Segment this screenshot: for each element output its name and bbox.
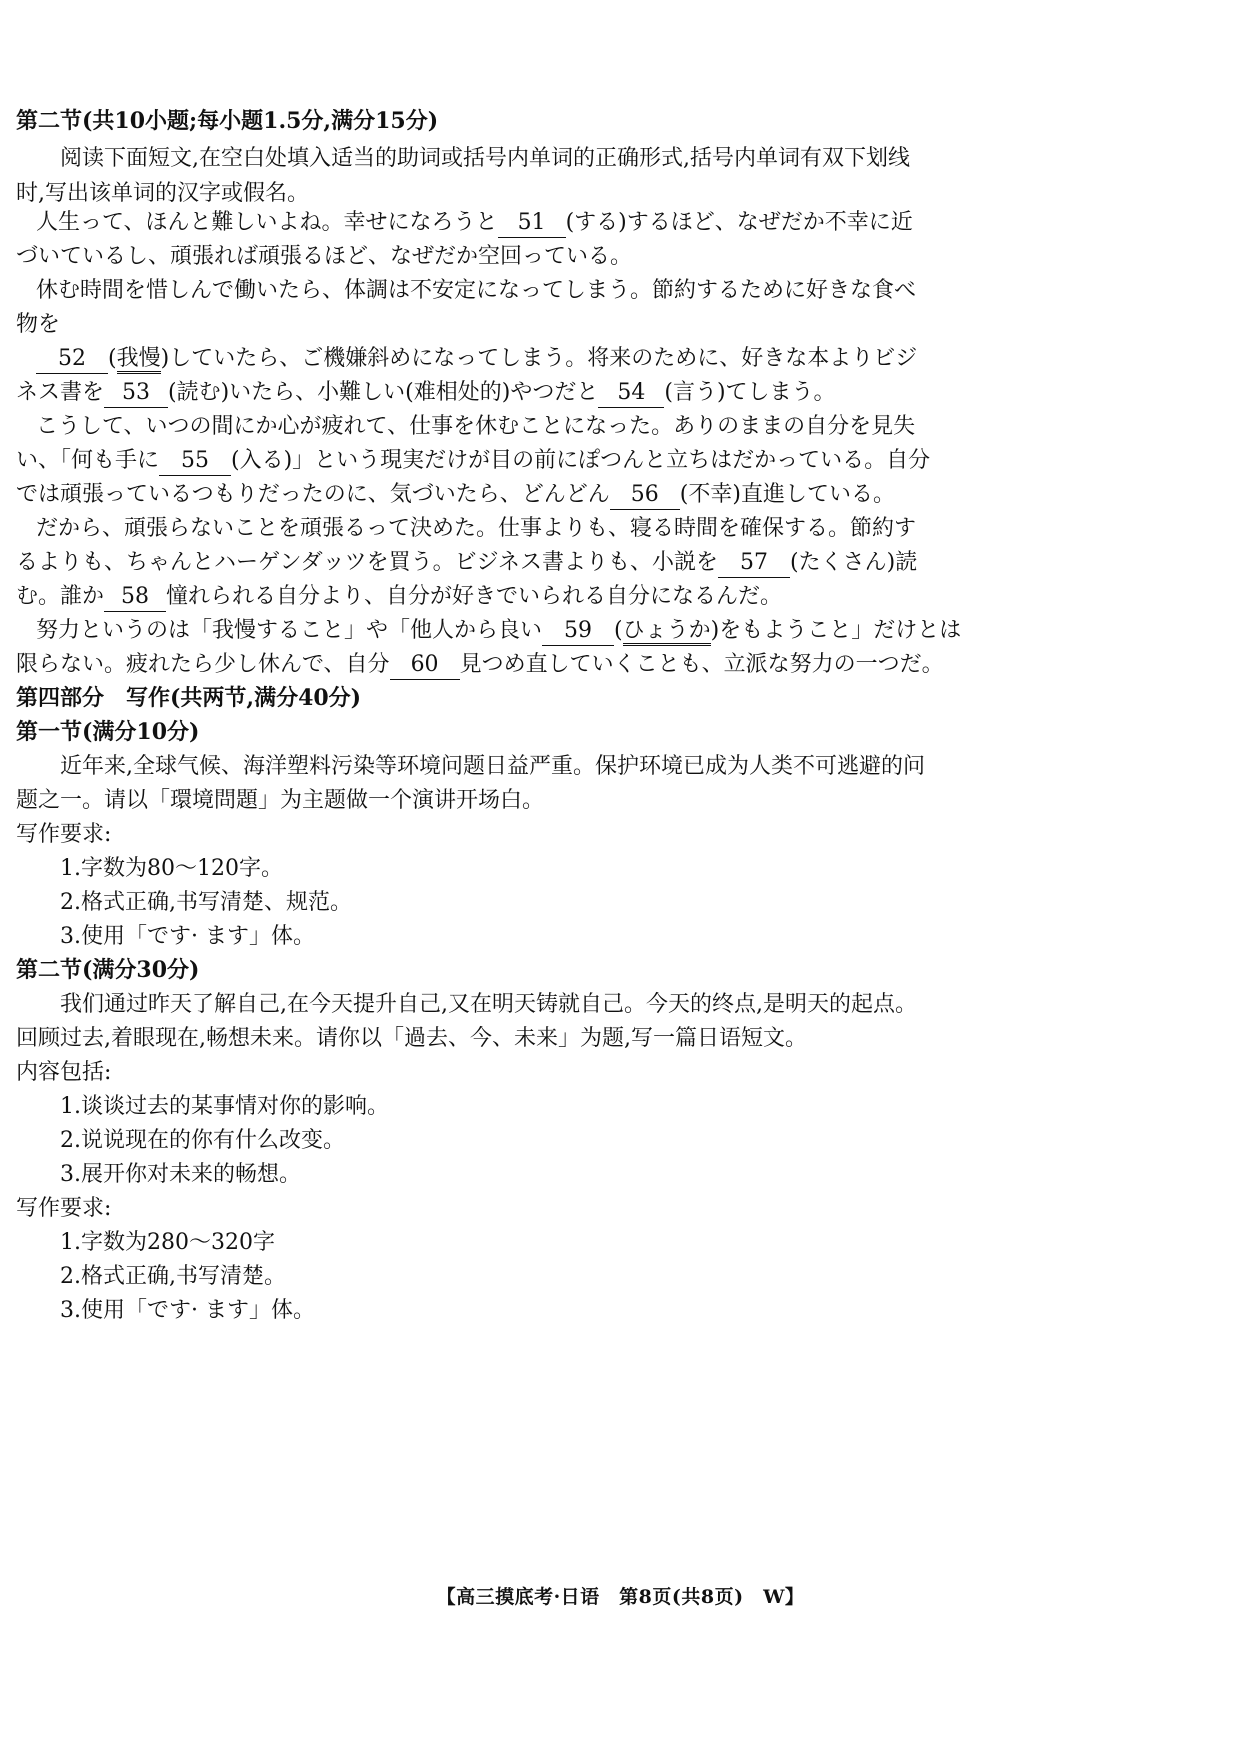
passage-line — [36, 612, 1076, 649]
passage-line — [36, 204, 1076, 241]
double-underlined-word: ひょうか — [623, 618, 711, 646]
passage-text: い、「何も手に — [16, 448, 160, 473]
passage-text: るよりも、ちゃんとハーゲンダッツを買う。ビジネス書よりも、小説を — [16, 550, 719, 575]
passage-text: 努力というのは「我慢すること」や「他人から良い — [36, 618, 543, 643]
passage-text: )をもようこと」だけとは — [710, 618, 962, 643]
blank-53[interactable]: 53 — [104, 379, 168, 408]
passage-text: ( — [614, 618, 623, 643]
passage-text: では頑張っているつもりだったのに、気づいたら、どんどん — [16, 482, 610, 507]
section-title: 第二节(共10小题;每小题1.5分,满分15分) — [16, 108, 439, 134]
part-title: 第四部分 写作(共两节,满分40分) — [16, 685, 362, 711]
blank-57[interactable]: 57 — [718, 549, 790, 578]
blank-58[interactable]: 58 — [104, 583, 166, 612]
blank-52[interactable]: 52 — [36, 345, 108, 374]
blank-51[interactable]: 51 — [498, 209, 566, 238]
requirement-item: 3.使用「です· ます」体。 — [60, 924, 315, 949]
instruction-line-1: 阅读下面短文,在空白处填入适当的助词或括号内单词的正确形式,括号内单词有双下划线 — [60, 146, 910, 171]
passage-text: ( — [108, 346, 117, 371]
passage-line — [16, 442, 1056, 479]
requirement-item: 2.格式正确,书写清楚。 — [60, 1264, 286, 1289]
content-item: 1.谈谈过去的某事情对你的影响。 — [60, 1094, 389, 1119]
requirement-item: 3.使用「です· ます」体。 — [60, 1298, 315, 1323]
passage-line: こうして、いつの間にか心が疲れて、仕事を休むことになった。ありのままの自分を見失 — [36, 414, 916, 439]
requirements-label: 写作要求: — [16, 1196, 112, 1221]
passage-line: 物を — [16, 312, 61, 337]
passage-line — [16, 374, 1056, 411]
passage-line: 休む時間を惜しんで働いたら、体調は不安定になってしまう。節約するために好きな食べ — [36, 278, 917, 303]
requirements-label: 写作要求: — [16, 822, 112, 847]
blank-60[interactable]: 60 — [390, 651, 460, 680]
passage-text: む。誰か — [16, 584, 105, 609]
passage-text: (たくさん)読 — [790, 550, 918, 575]
writing2-title: 第二节(满分30分) — [16, 957, 200, 983]
passage-text: 限らない。疲れたら少し休んで、自分 — [16, 652, 390, 677]
requirement-item: 1.字数为80～120字。 — [60, 856, 283, 881]
passage-line: だから、頑張らないことを頑張るって決めた。仕事よりも、寝る時間を確保する。節約す — [36, 516, 917, 541]
passage-line — [16, 476, 1056, 513]
writing1-prompt-line-2: 题之一。请以「環境問題」为主题做一个演讲开场白。 — [16, 788, 545, 813]
blank-55[interactable]: 55 — [159, 447, 231, 476]
passage-line — [16, 578, 1056, 615]
writing1-prompt-line-1: 近年来,全球气候、海洋塑料污染等环境问题日益严重。保护环境已成为人类不可逃避的问 — [60, 754, 925, 779]
passage-text: 見つめ直していくことも、立派な努力の一つだ。 — [459, 652, 944, 677]
passage-line — [16, 544, 1056, 581]
instruction-line-2: 时,写出该单词的汉字或假名。 — [16, 181, 309, 206]
writing2-prompt-line-2: 回顾过去,着眼现在,畅想未来。请你以「過去、今、未来」为题,写一篇日语短文。 — [16, 1026, 807, 1051]
blank-59[interactable]: 59 — [542, 617, 614, 646]
passage-text: 憧れられる自分より、自分が好きでいられる自分になるんだ。 — [166, 584, 783, 609]
passage-text: )していたら、ご機嫌斜めになってしまう。将来のために、好きな本よりビジ — [160, 346, 918, 371]
content-label: 内容包括: — [16, 1060, 112, 1085]
passage-text: ネス書を — [16, 380, 105, 405]
passage-text: 人生って、ほんと難しいよね。幸せになろうと — [36, 210, 498, 235]
blank-54[interactable]: 54 — [598, 379, 664, 408]
passage-line — [36, 340, 1076, 377]
content-item: 3.展开你对未来的畅想。 — [60, 1162, 301, 1187]
page-footer: 【高三摸底考·日语 第8页(共8页) W】 — [436, 1586, 805, 1608]
passage-text: (する)するほど、なぜだか不幸に近 — [565, 210, 913, 235]
requirement-item: 1.字数为280～320字 — [60, 1230, 275, 1255]
double-underlined-word: 我慢 — [117, 346, 161, 374]
content-item: 2.说说现在的你有什么改变。 — [60, 1128, 345, 1153]
passage-text: (入る)」という現実だけが目の前にぽつんと立ちはだかっている。自分 — [231, 448, 931, 473]
writing2-prompt-line-1: 我们通过昨天了解自己,在今天提升自己,又在明天铸就自己。今天的终点,是明天的起点。 — [60, 992, 917, 1017]
passage-text: (言う)てしまう。 — [664, 380, 836, 405]
requirement-item: 2.格式正确,书写清楚、规范。 — [60, 890, 352, 915]
passage-text: (読む)いたら、小難しい(难相处的)やつだと — [168, 380, 599, 405]
writing1-title: 第一节(满分10分) — [16, 719, 200, 745]
passage-line — [16, 646, 1056, 683]
passage-text: (不幸)直進している。 — [679, 482, 895, 507]
blank-56[interactable]: 56 — [610, 481, 680, 510]
passage-line: づいているし、頑張れば頑張るほど、なぜだか空回っている。 — [16, 244, 633, 269]
